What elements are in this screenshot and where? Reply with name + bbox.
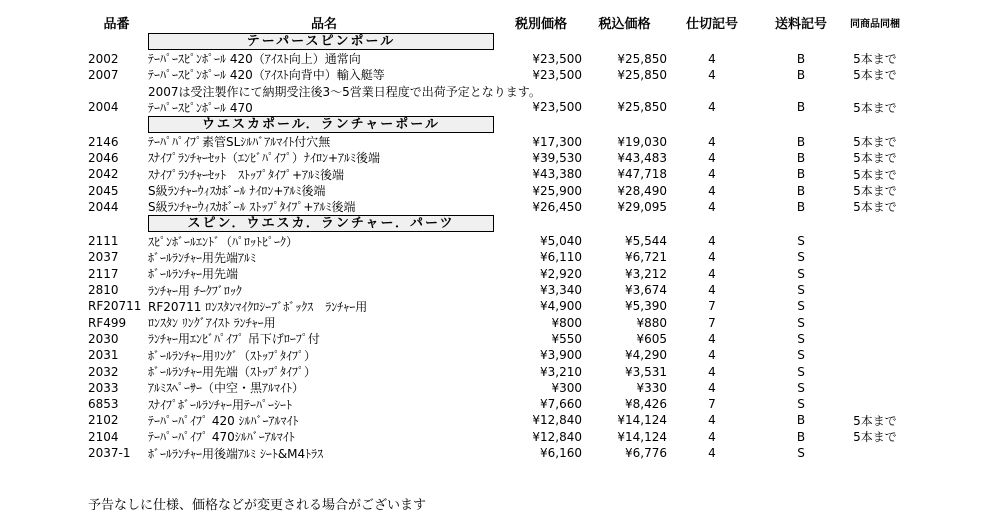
section-header-row bbox=[0, 32, 1000, 50]
shipping-code-cell: B bbox=[796, 167, 806, 182]
table-row bbox=[0, 412, 1000, 428]
price-ex-tax-cell: ¥7,660 bbox=[540, 397, 582, 412]
partition-code-cell: 4 bbox=[708, 199, 716, 214]
price-inc-tax-cell: ¥605 bbox=[636, 331, 667, 346]
bundle-limit-cell: 5本まで bbox=[853, 100, 897, 115]
price-inc-tax-cell: ¥25,850 bbox=[617, 51, 667, 66]
bundle-limit-cell: 5本まで bbox=[853, 200, 897, 215]
partition-code-cell: 4 bbox=[708, 348, 716, 363]
table-row bbox=[0, 233, 1000, 249]
price-inc-tax-cell: ¥19,030 bbox=[617, 134, 667, 149]
table-row bbox=[0, 182, 1000, 198]
header-item-name: 品名 bbox=[310, 17, 337, 32]
partition-code-cell: 4 bbox=[708, 364, 716, 379]
price-inc-tax-cell: ¥3,531 bbox=[625, 364, 667, 379]
price-ex-tax-cell: ¥23,500 bbox=[532, 100, 582, 115]
shipping-code-cell: S bbox=[797, 364, 805, 379]
section-header-box: ウエスカポール．ランチャーポール bbox=[148, 116, 494, 133]
item-code-cell: 2102 bbox=[88, 413, 119, 428]
price-ex-tax-cell: ¥800 bbox=[551, 315, 582, 330]
price-ex-tax-cell: ¥6,110 bbox=[540, 250, 582, 265]
item-code-cell: 2044 bbox=[88, 199, 119, 214]
table-row bbox=[0, 330, 1000, 346]
item-name-cell: ﾃｰﾊﾟｰｽﾋﾟﾝﾎﾟｰﾙ 470 bbox=[148, 100, 253, 115]
price-ex-tax-cell: ¥17,300 bbox=[532, 134, 582, 149]
partition-code-cell: 4 bbox=[708, 429, 716, 444]
table-row bbox=[0, 166, 1000, 182]
partition-code-cell: 4 bbox=[708, 413, 716, 428]
partition-code-cell: 4 bbox=[708, 380, 716, 395]
item-name-cell: RF20711 ﾛﾝｽﾀﾝﾏｲｸﾛｼｰﾌﾞﾎﾞｯｸｽ ﾗﾝﾁｬｰ用 bbox=[148, 299, 368, 314]
item-code-cell: 2111 bbox=[88, 234, 119, 249]
table-row bbox=[0, 265, 1000, 281]
item-code-cell: 2007 bbox=[88, 67, 119, 82]
partition-code-cell: 7 bbox=[708, 315, 716, 330]
price-inc-tax-cell: ¥8,426 bbox=[625, 397, 667, 412]
item-code-cell: RF20711 bbox=[88, 299, 142, 314]
table-row bbox=[0, 298, 1000, 314]
price-inc-tax-cell: ¥6,776 bbox=[625, 446, 667, 461]
price-inc-tax-cell: ¥880 bbox=[636, 315, 667, 330]
shipping-code-cell: B bbox=[796, 199, 806, 214]
price-ex-tax-cell: ¥12,840 bbox=[532, 413, 582, 428]
item-code-cell: 2046 bbox=[88, 150, 119, 165]
partition-code-cell: 4 bbox=[708, 283, 716, 298]
price-inc-tax-cell: ¥5,390 bbox=[625, 299, 667, 314]
table-row bbox=[0, 149, 1000, 165]
table-row bbox=[0, 428, 1000, 444]
price-ex-tax-cell: ¥25,900 bbox=[532, 183, 582, 198]
shipping-code-cell: B bbox=[796, 150, 806, 165]
bundle-limit-cell: 5本まで bbox=[853, 68, 897, 83]
partition-code-cell: 4 bbox=[708, 266, 716, 281]
price-inc-tax-cell: ¥25,850 bbox=[617, 67, 667, 82]
bundle-limit-cell: 5本まで bbox=[853, 52, 897, 66]
item-code-cell: 2004 bbox=[88, 100, 119, 115]
bundle-limit-cell: 5本まで bbox=[853, 184, 897, 199]
price-inc-tax-cell: ¥330 bbox=[636, 380, 667, 395]
item-name-cell: ｽﾅｲﾌﾟﾎﾞｰﾙﾗﾝﾁｬｰ用ﾃｰﾊﾟｰｼｰﾄ bbox=[148, 397, 293, 412]
item-code-cell: 2146 bbox=[88, 134, 119, 149]
table-row bbox=[0, 50, 1000, 66]
item-name-cell: ｽﾅｲﾌﾟﾗﾝﾁｬｰｾｯﾄ（ｴﾝﾋﾞﾊﾟｲﾌﾟ）ﾅｲﾛﾝ+ｱﾙﾐ後端 bbox=[148, 151, 381, 166]
price-inc-tax-cell: ¥14,124 bbox=[617, 429, 667, 444]
partition-code-cell: 4 bbox=[708, 446, 716, 461]
price-ex-tax-cell: ¥550 bbox=[551, 331, 582, 346]
shipping-code-cell: B bbox=[796, 100, 806, 115]
section-name-cell bbox=[148, 116, 500, 133]
shipping-code-cell: S bbox=[797, 397, 805, 412]
partition-code-cell: 4 bbox=[708, 150, 716, 165]
partition-code-cell: 7 bbox=[708, 299, 716, 314]
shipping-code-cell: S bbox=[797, 446, 805, 461]
shipping-code-cell: S bbox=[797, 380, 805, 395]
price-inc-tax-cell: ¥47,718 bbox=[617, 167, 667, 182]
partition-code-cell: 4 bbox=[708, 250, 716, 265]
item-code-cell: RF499 bbox=[88, 315, 127, 330]
table-row bbox=[0, 363, 1000, 379]
price-inc-tax-cell: ¥43,483 bbox=[617, 150, 667, 165]
partition-code-cell: 4 bbox=[708, 167, 716, 182]
item-code-cell: 2030 bbox=[88, 331, 119, 346]
item-name-cell: ﾗﾝﾁｬｰ用 ﾁｰｸﾌﾞﾛｯｸ bbox=[148, 283, 242, 298]
item-name-cell: ﾃｰﾊﾟｰﾊﾟｲﾌﾟ 470ｼﾙﾊﾞｰｱﾙﾏｲﾄ bbox=[148, 430, 295, 445]
item-code-cell: 6853 bbox=[88, 397, 119, 412]
item-code-cell: 2042 bbox=[88, 167, 119, 182]
table-row bbox=[0, 314, 1000, 330]
bundle-limit-cell: 5本まで bbox=[853, 167, 897, 182]
table-header-row bbox=[0, 13, 1000, 32]
price-inc-tax-cell: ¥3,212 bbox=[625, 266, 667, 281]
item-name-cell: ﾎﾞｰﾙﾗﾝﾁｬｰ用先端 bbox=[148, 267, 239, 282]
shipping-code-cell: B bbox=[796, 413, 806, 428]
partition-code-cell: 4 bbox=[708, 234, 716, 249]
partition-code-cell: 7 bbox=[708, 397, 716, 412]
price-ex-tax-cell: ¥3,210 bbox=[540, 364, 582, 379]
price-ex-tax-cell: ¥26,450 bbox=[532, 199, 582, 214]
table-row bbox=[0, 249, 1000, 265]
price-inc-tax-cell: ¥3,674 bbox=[625, 283, 667, 298]
item-code-cell: 2104 bbox=[88, 429, 119, 444]
price-ex-tax-cell: ¥23,500 bbox=[532, 67, 582, 82]
table-row bbox=[0, 379, 1000, 395]
price-inc-tax-cell: ¥6,721 bbox=[625, 250, 667, 265]
section-header-box: スピン．ウエスカ．ランチャー．パーツ bbox=[148, 215, 494, 232]
price-table bbox=[0, 13, 1000, 461]
item-code-cell: 2037 bbox=[88, 250, 119, 265]
footer-disclaimer: 予告なしに仕様、価格などが変更される場合がございます bbox=[88, 498, 427, 513]
shipping-code-cell: S bbox=[797, 250, 805, 265]
item-name-cell: ﾗﾝﾁｬｰ用ｴﾝﾋﾞﾊﾟｲﾌﾟ 吊下げﾛｰﾌﾟ付 bbox=[148, 332, 320, 347]
price-table-body bbox=[0, 32, 1000, 461]
price-inc-tax-cell: ¥28,490 bbox=[617, 183, 667, 198]
item-name-cell: ﾃｰﾊﾟｰﾊﾟｲﾌﾟ 420 ｼﾙﾊﾞｰｱﾙﾏｲﾄ bbox=[148, 413, 299, 428]
partition-code-cell: 4 bbox=[708, 134, 716, 149]
table-row bbox=[0, 445, 1000, 461]
header-item-code: 品番 bbox=[103, 17, 130, 32]
bundle-limit-cell: 5本まで bbox=[853, 135, 897, 150]
item-name-cell: S級ﾗﾝﾁｬｰｳｨｽｶﾎﾞｰﾙ ﾅｲﾛﾝ+ｱﾙﾐ後端 bbox=[148, 184, 326, 199]
shipping-code-cell: S bbox=[797, 234, 805, 249]
section-name-cell bbox=[148, 215, 500, 232]
header-shipping-code: 送料記号 bbox=[774, 17, 827, 32]
table-row bbox=[0, 99, 1000, 115]
item-name-cell: ﾃｰﾊﾟｰｽﾋﾟﾝﾎﾟｰﾙ 420（ｱｲｽﾄ向背中）輸入艇等 bbox=[148, 68, 385, 83]
bundle-limit-cell: 5本まで bbox=[853, 430, 897, 445]
shipping-code-cell: S bbox=[797, 299, 805, 314]
shipping-code-cell: S bbox=[797, 315, 805, 330]
item-code-cell: 2810 bbox=[88, 283, 119, 298]
price-inc-tax-cell: ¥29,095 bbox=[617, 199, 667, 214]
price-inc-tax-cell: ¥25,850 bbox=[617, 100, 667, 115]
price-ex-tax-cell: ¥6,160 bbox=[540, 446, 582, 461]
shipping-code-cell: S bbox=[797, 331, 805, 346]
partition-code-cell: 4 bbox=[708, 100, 716, 115]
shipping-code-cell: B bbox=[796, 67, 806, 82]
item-code-cell: 2031 bbox=[88, 348, 119, 363]
partition-code-cell: 4 bbox=[708, 51, 716, 66]
partition-code-cell: 4 bbox=[708, 331, 716, 346]
partition-code-cell: 4 bbox=[708, 67, 716, 82]
price-ex-tax-cell: ¥3,340 bbox=[540, 283, 582, 298]
table-row bbox=[0, 396, 1000, 412]
price-inc-tax-cell: ¥5,544 bbox=[625, 234, 667, 249]
item-code-cell: 2117 bbox=[88, 266, 119, 281]
section-header-row bbox=[0, 215, 1000, 233]
price-ex-tax-cell: ¥43,380 bbox=[532, 167, 582, 182]
shipping-code-cell: S bbox=[797, 266, 805, 281]
price-inc-tax-cell: ¥14,124 bbox=[617, 413, 667, 428]
price-inc-tax-cell: ¥4,290 bbox=[625, 348, 667, 363]
shipping-code-cell: S bbox=[797, 283, 805, 298]
shipping-code-cell: S bbox=[797, 348, 805, 363]
item-code-cell: 2037-1 bbox=[88, 446, 131, 461]
section-header-box: テーパースピンポール bbox=[148, 33, 494, 50]
price-ex-tax-cell: ¥300 bbox=[551, 380, 582, 395]
table-row bbox=[0, 282, 1000, 298]
note-row bbox=[0, 83, 1000, 99]
header-partition-code: 仕切記号 bbox=[685, 17, 738, 32]
bundle-limit-cell: 5本まで bbox=[853, 151, 897, 166]
table-row bbox=[0, 198, 1000, 214]
table-row bbox=[0, 133, 1000, 149]
price-ex-tax-cell: ¥23,500 bbox=[532, 51, 582, 66]
header-price-ex-tax: 税別価格 bbox=[514, 17, 567, 32]
section-name-cell bbox=[148, 33, 500, 50]
price-ex-tax-cell: ¥39,530 bbox=[532, 150, 582, 165]
item-name-cell: S級ﾗﾝﾁｬｰｳｨｽｶﾎﾞｰﾙ ｽﾄｯﾌﾟﾀｲﾌﾟ+ｱﾙﾐ後端 bbox=[148, 200, 356, 215]
shipping-code-cell: B bbox=[796, 134, 806, 149]
item-code-cell: 2032 bbox=[88, 364, 119, 379]
item-name-cell: ﾎﾞｰﾙﾗﾝﾁｬｰ用先端ｱﾙﾐ bbox=[148, 250, 257, 265]
table-row bbox=[0, 347, 1000, 363]
price-ex-tax-cell: ¥3,900 bbox=[540, 348, 582, 363]
note-text: 2007は受注製作にて納期受注後3～5営業日程度で出荷予定となります。 bbox=[148, 84, 541, 99]
bundle-limit-cell: 5本まで bbox=[853, 413, 897, 428]
shipping-code-cell: B bbox=[796, 183, 806, 198]
price-ex-tax-cell: ¥2,920 bbox=[540, 266, 582, 281]
price-ex-tax-cell: ¥12,840 bbox=[532, 429, 582, 444]
item-name-cell: ﾛﾝｽﾀﾝ ﾘﾝｸﾞｱｲｽﾄ ﾗﾝﾁｬｰ用 bbox=[148, 316, 276, 331]
item-code-cell: 2045 bbox=[88, 183, 119, 198]
item-code-cell: 2002 bbox=[88, 51, 119, 66]
item-code-cell: 2033 bbox=[88, 380, 119, 395]
item-name-cell: ｽﾋﾟﾝﾎﾞｰﾙｴﾝﾄﾞ（ﾊﾟﾛｯﾄﾋﾟｰｸ） bbox=[148, 234, 299, 249]
shipping-code-cell: B bbox=[796, 51, 806, 66]
item-name-cell: ﾎﾞｰﾙﾗﾝﾁｬｰ用後端ｱﾙﾐ ｼｰﾄ&M4ﾄﾗｽ bbox=[148, 446, 324, 461]
item-name-cell: ｽﾅｲﾌﾟﾗﾝﾁｬｰｾｯﾄ ｽﾄｯﾌﾟﾀｲﾌﾟ+ｱﾙﾐ後端 bbox=[148, 167, 345, 182]
item-name-cell: ﾃｰﾊﾟﾊﾟｲﾌﾟ素管SLｼﾙﾊﾞｱﾙﾏｲﾄ付穴無 bbox=[148, 135, 331, 150]
item-name-cell: ﾃｰﾊﾟｰｽﾋﾟﾝﾎﾟｰﾙ 420（ｱｲｽﾄ向上）通常向 bbox=[148, 52, 361, 66]
section-header-row bbox=[0, 115, 1000, 133]
header-bundle-limit: 同商品同梱 bbox=[850, 19, 900, 30]
partition-code-cell: 4 bbox=[708, 183, 716, 198]
item-name-cell: ﾎﾞｰﾙﾗﾝﾁｬｰ用ﾘﾝｸﾞ（ｽﾄｯﾌﾟﾀｲﾌﾟ） bbox=[148, 348, 317, 363]
shipping-code-cell: B bbox=[796, 429, 806, 444]
price-ex-tax-cell: ¥5,040 bbox=[540, 234, 582, 249]
item-name-cell: ﾎﾞｰﾙﾗﾝﾁｬｰ用先端（ｽﾄｯﾌﾟﾀｲﾌﾟ） bbox=[148, 365, 317, 380]
header-price-inc-tax: 税込価格 bbox=[598, 17, 651, 32]
table-row bbox=[0, 66, 1000, 82]
price-ex-tax-cell: ¥4,900 bbox=[540, 299, 582, 314]
item-name-cell: ｱﾙﾐｽﾍﾟｰｻｰ（中空・黒ｱﾙﾏｲﾄ） bbox=[148, 381, 305, 396]
